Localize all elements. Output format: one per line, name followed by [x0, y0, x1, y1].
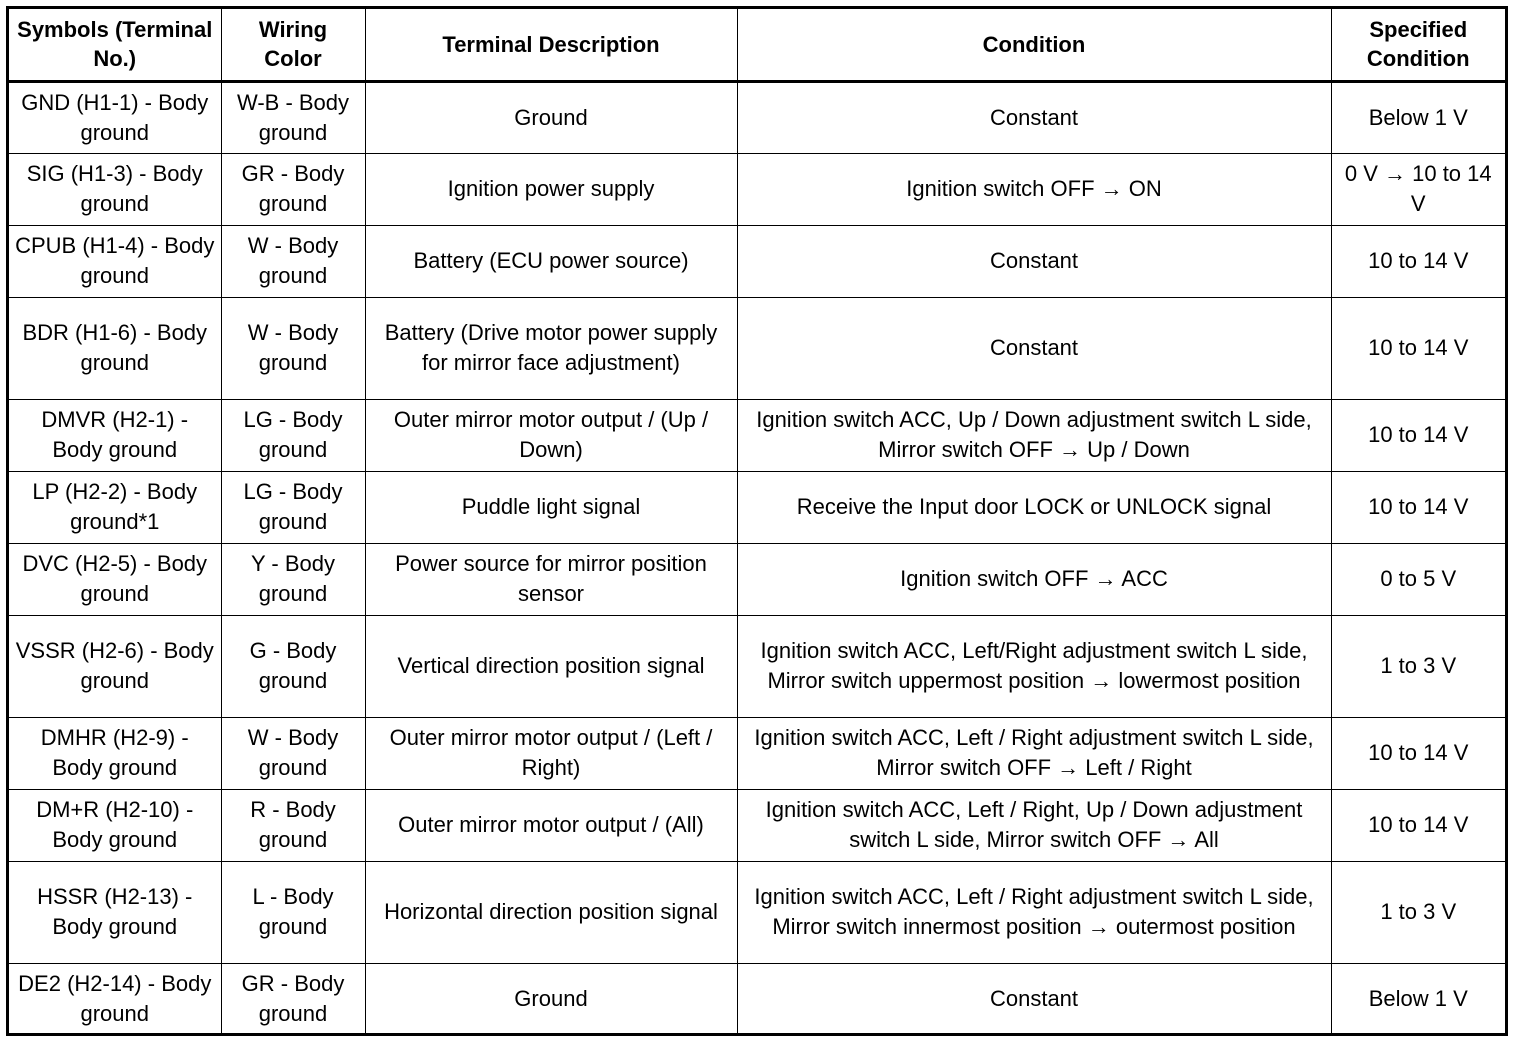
cell-description: Outer mirror motor output / (Up / Down): [365, 399, 737, 471]
cell-specified: 1 to 3 V: [1331, 861, 1505, 963]
cell-specified: 1 to 3 V: [1331, 615, 1505, 717]
cell-wiring-color: W-B - Body ground: [221, 81, 365, 153]
cell-symbol: DE2 (H2-14) - Body ground: [9, 963, 221, 1035]
cell-specified: 0 to 5 V: [1331, 543, 1505, 615]
cell-specified: 0 V → 10 to 14 V: [1331, 153, 1505, 225]
cell-description: Outer mirror motor output / (All): [365, 789, 737, 861]
table-row: [9, 717, 1505, 789]
cell-wiring-color: LG - Body ground: [221, 399, 365, 471]
cell-specified: 10 to 14 V: [1331, 297, 1505, 399]
cell-description: Ignition power supply: [365, 153, 737, 225]
table-row: [9, 789, 1505, 861]
cell-condition: Constant: [737, 81, 1331, 153]
cell-symbol: GND (H1-1) - Body ground: [9, 81, 221, 153]
cell-condition: Ignition switch ACC, Left / Right, Up / Down adjustment switch L side, Mirror switch OFF → All: [737, 789, 1331, 861]
cell-wiring-color: L - Body ground: [221, 861, 365, 963]
table-row: [9, 543, 1505, 615]
cell-description: Vertical direction position signal: [365, 615, 737, 717]
cell-symbol: DVC (H2-5) - Body ground: [9, 543, 221, 615]
cell-condition: Ignition switch ACC, Left/Right adjustment switch L side, Mirror switch uppermost position → lowermost position: [737, 615, 1331, 717]
cell-description: Battery (ECU power source): [365, 225, 737, 297]
cell-symbol: HSSR (H2-13) - Body ground: [9, 861, 221, 963]
cell-wiring-color: GR - Body ground: [221, 153, 365, 225]
cell-symbol: DM+R (H2-10) - Body ground: [9, 789, 221, 861]
cell-specified: 10 to 14 V: [1331, 471, 1505, 543]
cell-symbol: LP (H2-2) - Body ground*1: [9, 471, 221, 543]
cell-symbol: DMHR (H2-9) - Body ground: [9, 717, 221, 789]
table-row: [9, 861, 1505, 963]
cell-description: Outer mirror motor output / (Left / Right): [365, 717, 737, 789]
header-symbols: Symbols (Terminal No.): [9, 9, 221, 81]
table-row: [9, 153, 1505, 225]
cell-wiring-color: W - Body ground: [221, 225, 365, 297]
header-wiring-color: Wiring Color: [221, 9, 365, 81]
cell-condition: Ignition switch OFF → ON: [737, 153, 1331, 225]
cell-specified: Below 1 V: [1331, 81, 1505, 153]
cell-condition: Constant: [737, 297, 1331, 399]
cell-symbol: CPUB (H1-4) - Body ground: [9, 225, 221, 297]
cell-wiring-color: Y - Body ground: [221, 543, 365, 615]
cell-description: Ground: [365, 963, 737, 1035]
table-row: [9, 963, 1505, 1035]
cell-wiring-color: W - Body ground: [221, 297, 365, 399]
cell-condition: Ignition switch OFF → ACC: [737, 543, 1331, 615]
cell-wiring-color: GR - Body ground: [221, 963, 365, 1035]
cell-condition: Receive the Input door LOCK or UNLOCK signal: [737, 471, 1331, 543]
cell-specified: 10 to 14 V: [1331, 717, 1505, 789]
terminal-table: [9, 9, 1505, 1035]
cell-symbol: BDR (H1-6) - Body ground: [9, 297, 221, 399]
cell-wiring-color: G - Body ground: [221, 615, 365, 717]
table-row: [9, 471, 1505, 543]
cell-description: Puddle light signal: [365, 471, 737, 543]
cell-wiring-color: W - Body ground: [221, 717, 365, 789]
header-specified-condition: Specified Condition: [1331, 9, 1505, 81]
cell-specified: Below 1 V: [1331, 963, 1505, 1035]
table-row: [9, 81, 1505, 153]
cell-specified: 10 to 14 V: [1331, 399, 1505, 471]
cell-condition: Ignition switch ACC, Left / Right adjustment switch L side, Mirror switch OFF → Left / Right: [737, 717, 1331, 789]
table-row: [9, 615, 1505, 717]
table-row: [9, 399, 1505, 471]
table-header-row: [9, 9, 1505, 81]
cell-description: Battery (Drive motor power supply for mirror face adjustment): [365, 297, 737, 399]
cell-wiring-color: LG - Body ground: [221, 471, 365, 543]
cell-condition: Ignition switch ACC, Up / Down adjustment switch L side, Mirror switch OFF → Up / Down: [737, 399, 1331, 471]
terminal-table-container: [6, 6, 1508, 1036]
cell-condition: Ignition switch ACC, Left / Right adjustment switch L side, Mirror switch innermost position → outermost position: [737, 861, 1331, 963]
cell-symbol: VSSR (H2-6) - Body ground: [9, 615, 221, 717]
cell-description: Ground: [365, 81, 737, 153]
cell-specified: 10 to 14 V: [1331, 225, 1505, 297]
header-condition: Condition: [737, 9, 1331, 81]
cell-description: Horizontal direction position signal: [365, 861, 737, 963]
header-terminal-description: Terminal Description: [365, 9, 737, 81]
cell-specified: 10 to 14 V: [1331, 789, 1505, 861]
cell-condition: Constant: [737, 963, 1331, 1035]
cell-description: Power source for mirror position sensor: [365, 543, 737, 615]
cell-condition: Constant: [737, 225, 1331, 297]
table-row: [9, 225, 1505, 297]
cell-symbol: SIG (H1-3) - Body ground: [9, 153, 221, 225]
cell-wiring-color: R - Body ground: [221, 789, 365, 861]
table-row: [9, 297, 1505, 399]
cell-symbol: DMVR (H2-1) - Body ground: [9, 399, 221, 471]
